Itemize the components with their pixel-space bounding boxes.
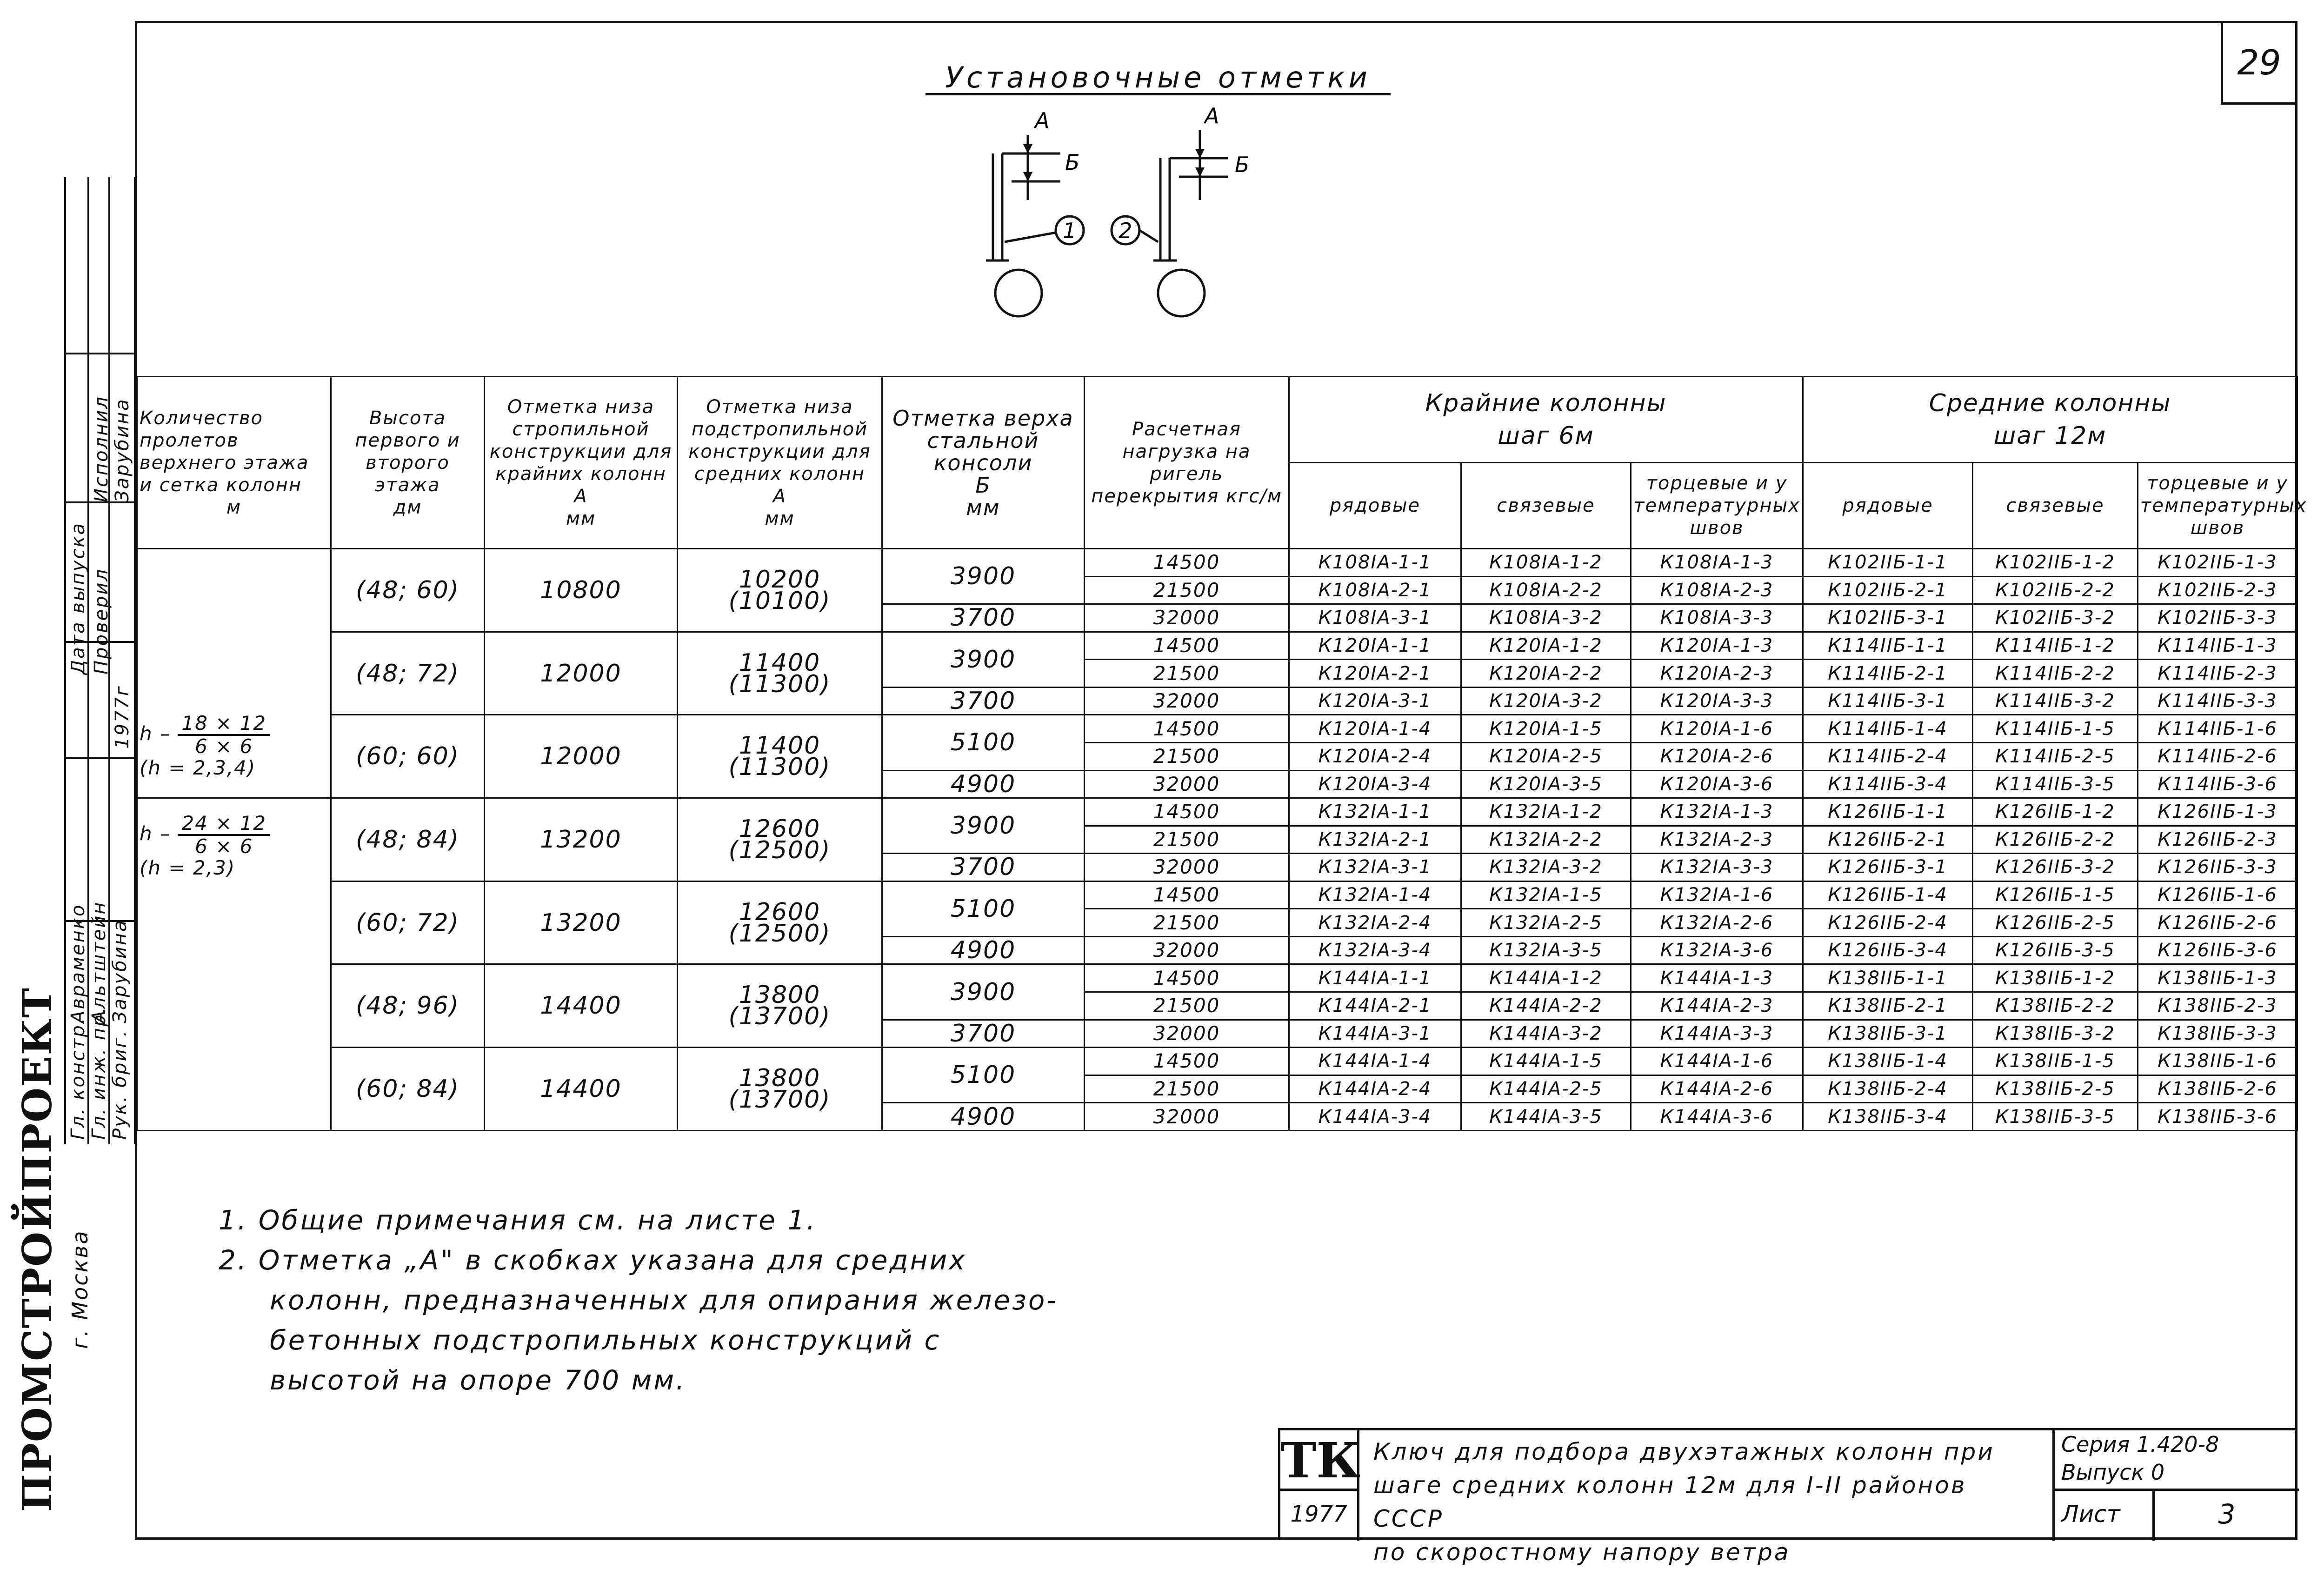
column-code: К120IА-1-6: [1631, 715, 1803, 743]
column-code: К102IIБ-2-2: [1973, 576, 2138, 604]
column-code: К102IIБ-3-2: [1973, 604, 2138, 632]
release-date-label: Дата выпуска: [67, 522, 89, 674]
column-code: К126IIБ-1-5: [1973, 881, 2138, 909]
edge-mark: 14400: [485, 964, 678, 1048]
header-height: Высота первого и второго этажа дм: [331, 377, 485, 549]
mid-mark: [678, 1048, 882, 1131]
issue-label: Выпуск 0: [2061, 1460, 2165, 1485]
mid-mark-value: 13800: [739, 1064, 821, 1093]
column-code: К126IIБ-2-1: [1803, 826, 1973, 854]
column-code: К120IА-3-3: [1631, 687, 1803, 715]
column-code: К138IIБ-2-4: [1803, 1075, 1973, 1103]
edge-mark: 12000: [485, 632, 678, 715]
floor-height: (60; 60): [331, 715, 485, 798]
mid-mark-value: 10200: [739, 565, 821, 594]
column-code: К126IIБ-2-2: [1973, 826, 2138, 854]
table-row: [137, 549, 2297, 577]
column-code: К132IА-2-3: [1631, 826, 1803, 854]
column-code: К120IА-3-6: [1631, 770, 1803, 798]
table-row: [137, 798, 2297, 826]
diagram-label-b: Б: [1065, 150, 1080, 175]
console-mark: 5100: [882, 1048, 1085, 1103]
desc-line: Ключ для подбора двухэтажных колонн при: [1373, 1438, 1995, 1465]
load-value: 21500: [1085, 742, 1289, 770]
column-code: К132IА-1-6: [1631, 881, 1803, 909]
column-code: К114IIБ-3-5: [1973, 770, 2138, 798]
edge-mark: 13200: [485, 881, 678, 964]
diagram-label-b-2: Б: [1235, 152, 1250, 177]
role-chief-engineer: Гл. инж. пр.: [88, 1006, 110, 1140]
mid-mark-value: 11400: [739, 732, 821, 760]
edge-mark: 10800: [485, 549, 678, 632]
column-code: К114IIБ-2-1: [1803, 660, 1973, 688]
column-code: К138IIБ-3-2: [1973, 1020, 2138, 1048]
header-spans: Количество пролетов верхнего этажа и сетка колонн м: [137, 377, 331, 549]
column-code: К138IIБ-3-6: [2138, 1103, 2297, 1131]
note-line: высотой на опоре 700 мм.: [270, 1364, 686, 1396]
column-code: К114IIБ-2-2: [1973, 660, 2138, 688]
column-code: К144IА-1-3: [1631, 964, 1803, 992]
column-code: К120IА-2-4: [1289, 742, 1461, 770]
column-code: К120IА-3-4: [1289, 770, 1461, 798]
mid-mark: [678, 549, 882, 632]
name-zarubina-2: Зарубина: [112, 398, 133, 502]
column-code: К108IА-1-1: [1289, 549, 1461, 577]
column-code: К138IIБ-1-2: [1973, 964, 2138, 992]
column-code: К138IIБ-1-1: [1803, 964, 1973, 992]
page-number: 29: [2221, 21, 2297, 105]
column-code: К132IА-1-3: [1631, 798, 1803, 826]
column-code: К114IIБ-2-4: [1803, 742, 1973, 770]
header-console: Отметка верха стальной консоли Б мм: [882, 377, 1085, 549]
column-code: К138IIБ-2-2: [1973, 992, 2138, 1020]
column-code: К114IIБ-1-6: [2138, 715, 2297, 743]
mid-mark-alt: (13700): [728, 1086, 831, 1114]
column-code: К144IА-2-4: [1289, 1075, 1461, 1103]
header-edge-tie: связевые: [1461, 463, 1631, 549]
column-selection-table: [136, 376, 2307, 1131]
role-team-lead: Рук. бриг.: [109, 1029, 131, 1140]
column-code: К114IIБ-2-6: [2138, 742, 2297, 770]
column-code: К138IIБ-2-1: [1803, 992, 1973, 1020]
column-code: К102IIБ-3-1: [1803, 604, 1973, 632]
organization-name: ПРОМСТРОЙПРОЕКТ: [14, 987, 61, 1512]
column-code: К126IIБ-1-2: [1973, 798, 2138, 826]
floor-height: (48; 60): [331, 549, 485, 632]
column-code: К132IА-2-6: [1631, 909, 1803, 937]
column-code: К120IА-2-2: [1461, 660, 1631, 688]
mid-mark: [678, 715, 882, 798]
floor-height: (48; 96): [331, 964, 485, 1048]
column-code: К120IА-2-3: [1631, 660, 1803, 688]
name-altshtein: Альтштейн: [88, 901, 110, 1023]
column-code: К138IIБ-1-4: [1803, 1048, 1973, 1075]
span-formula: [137, 549, 331, 798]
column-code: К120IА-2-6: [1631, 742, 1803, 770]
column-code: К144IА-3-5: [1461, 1103, 1631, 1131]
column-code: К126IIБ-3-4: [1803, 936, 1973, 964]
formula-prefix: h –: [140, 822, 171, 845]
column-code: К120IА-1-3: [1631, 632, 1803, 660]
floor-height: (48; 72): [331, 632, 485, 715]
diagram-mark-1: 1: [1063, 218, 1077, 243]
console-mark: 3900: [882, 798, 1085, 854]
column-code: К108IА-2-2: [1461, 576, 1631, 604]
column-code: К132IА-1-2: [1461, 798, 1631, 826]
column-code: К126IIБ-1-6: [2138, 881, 2297, 909]
column-code: К114IIБ-3-2: [1973, 687, 2138, 715]
sheet-description: [1373, 1435, 2034, 1569]
column-code: К132IА-1-4: [1289, 881, 1461, 909]
mid-mark: [678, 881, 882, 964]
column-code: К114IIБ-3-4: [1803, 770, 1973, 798]
header-mid-row: рядовые: [1803, 463, 1973, 549]
column-code: К144IА-2-1: [1289, 992, 1461, 1020]
console-mark: 5100: [882, 881, 1085, 936]
column-code: К138IIБ-1-6: [2138, 1048, 2297, 1075]
column-code: К126IIБ-3-5: [1973, 936, 2138, 964]
floor-height: (48; 84): [331, 798, 485, 881]
column-code: К132IА-3-4: [1289, 936, 1461, 964]
column-code: К120IА-1-5: [1461, 715, 1631, 743]
column-code: К132IА-3-6: [1631, 936, 1803, 964]
sheet-label: Лист: [2052, 1491, 2155, 1541]
table-row: [137, 632, 2297, 660]
column-code: К126IIБ-2-5: [1973, 909, 2138, 937]
console-mark: 4900: [882, 936, 1085, 964]
console-mark: 3900: [882, 549, 1085, 604]
general-notes: [219, 1200, 1058, 1400]
load-value: 14500: [1085, 549, 1289, 577]
column-code: К138IIБ-3-1: [1803, 1020, 1973, 1048]
header-edge-mark: Отметка низа стропильной конструкции для крайних колонн А мм: [485, 377, 678, 549]
formula-den: 6 × 6: [195, 835, 253, 858]
column-code: К120IА-2-1: [1289, 660, 1461, 688]
load-value: 32000: [1085, 770, 1289, 798]
column-code: К102IIБ-2-3: [2138, 576, 2297, 604]
load-value: 32000: [1085, 1103, 1289, 1131]
column-code: К144IА-3-2: [1461, 1020, 1631, 1048]
column-code: К126IIБ-1-1: [1803, 798, 1973, 826]
column-code: К126IIБ-3-2: [1973, 854, 2138, 881]
column-code: К126IIБ-1-3: [2138, 798, 2297, 826]
column-code: К144IА-2-6: [1631, 1075, 1803, 1103]
console-mark: 4900: [882, 1103, 1085, 1131]
column-code: К102IIБ-1-1: [1803, 549, 1973, 577]
column-code: К114IIБ-1-5: [1973, 715, 2138, 743]
formula-fraction: [178, 813, 270, 857]
column-code: К144IА-2-2: [1461, 992, 1631, 1020]
mid-mark-alt: (11300): [728, 670, 831, 698]
column-code: К108IА-3-1: [1289, 604, 1461, 632]
diagram-label-a: А: [1035, 108, 1050, 133]
column-code: К144IА-1-2: [1461, 964, 1631, 992]
column-code: К126IIБ-2-3: [2138, 826, 2297, 854]
column-code: К144IА-1-5: [1461, 1048, 1631, 1075]
mid-mark-value: 13800: [739, 981, 821, 1009]
note-line: 1. Общие примечания см. на листе 1.: [219, 1204, 817, 1236]
formula-prefix: h –: [140, 722, 171, 745]
desc-line: по скоростному напору ветра: [1373, 1539, 1791, 1566]
column-code: К144IА-3-1: [1289, 1020, 1461, 1048]
title-block: [1278, 1428, 2297, 1566]
column-code: К114IIБ-3-1: [1803, 687, 1973, 715]
column-code: К120IА-1-2: [1461, 632, 1631, 660]
role-chief-constructor: Гл. констр.: [67, 1016, 89, 1140]
load-value: 32000: [1085, 687, 1289, 715]
load-value: 14500: [1085, 798, 1289, 826]
column-code: К144IА-2-3: [1631, 992, 1803, 1020]
mid-mark-value: 12600: [739, 898, 821, 926]
load-value: 14500: [1085, 715, 1289, 743]
console-mark: 3700: [882, 687, 1085, 715]
column-code: К108IА-3-2: [1461, 604, 1631, 632]
note-line: бетонных подстропильных конструкций с: [270, 1324, 941, 1356]
column-code: К120IА-3-5: [1461, 770, 1631, 798]
mid-mark-value: 11400: [739, 648, 821, 677]
column-code: К102IIБ-1-2: [1973, 549, 2138, 577]
mid-mark-value: 12600: [739, 815, 821, 843]
load-value: 21500: [1085, 826, 1289, 854]
load-value: 32000: [1085, 604, 1289, 632]
role-executed: Исполнил: [91, 395, 112, 502]
column-code: К138IIБ-1-3: [2138, 964, 2297, 992]
mid-mark: [678, 798, 882, 881]
mid-mark: [678, 632, 882, 715]
diagram-mark-2: 2: [1119, 218, 1132, 243]
header-edge-end: торцевые и у температурных швов: [1631, 463, 1803, 549]
column-code: К120IА-3-1: [1289, 687, 1461, 715]
table-row: [137, 964, 2297, 992]
column-code: К144IА-1-1: [1289, 964, 1461, 992]
load-value: 32000: [1085, 936, 1289, 964]
note-line: 2. Отметка „А" в скобках указана для средних: [219, 1244, 967, 1276]
column-code: К144IА-3-3: [1631, 1020, 1803, 1048]
column-code: К144IА-3-6: [1631, 1103, 1803, 1131]
mid-mark: [678, 964, 882, 1048]
column-code: К132IА-2-4: [1289, 909, 1461, 937]
title-underline: [926, 93, 1391, 95]
series-box: [2052, 1430, 2299, 1491]
column-code: К114IIБ-2-3: [2138, 660, 2297, 688]
column-code: К108IА-1-3: [1631, 549, 1803, 577]
name-zarubina: Зарубина: [109, 919, 131, 1023]
column-code: К114IIБ-1-1: [1803, 632, 1973, 660]
mid-mark-alt: (12500): [728, 836, 831, 864]
column-code: К108IА-2-3: [1631, 576, 1803, 604]
release-date: 1977г: [112, 685, 133, 749]
load-value: 21500: [1085, 1075, 1289, 1103]
column-code: К138IIБ-2-5: [1973, 1075, 2138, 1103]
load-value: 14500: [1085, 1048, 1289, 1075]
column-code: К108IА-3-3: [1631, 604, 1803, 632]
floor-height: (60; 84): [331, 1048, 485, 1131]
column-code: К138IIБ-3-5: [1973, 1103, 2138, 1131]
column-code: К132IА-3-1: [1289, 854, 1461, 881]
floor-height: (60; 72): [331, 881, 485, 964]
column-code: К126IIБ-2-6: [2138, 909, 2297, 937]
load-value: 21500: [1085, 909, 1289, 937]
table-row: [137, 1048, 2297, 1075]
column-code: К108IА-1-2: [1461, 549, 1631, 577]
column-code: К132IА-1-5: [1461, 881, 1631, 909]
console-mark: 3700: [882, 854, 1085, 881]
header-mid-mark: Отметка низа подстропильной конструкции для средних колонн А мм: [678, 377, 882, 549]
load-value: 14500: [1085, 632, 1289, 660]
column-code: К132IА-3-3: [1631, 854, 1803, 881]
console-mark: 3700: [882, 1020, 1085, 1048]
column-code: К126IIБ-3-3: [2138, 854, 2297, 881]
column-code: К114IIБ-3-6: [2138, 770, 2297, 798]
column-code: К114IIБ-1-2: [1973, 632, 2138, 660]
console-mark: 3700: [882, 604, 1085, 632]
header-edge-row: рядовые: [1289, 463, 1461, 549]
column-code: К132IА-2-1: [1289, 826, 1461, 854]
mid-mark-alt: (10100): [728, 587, 831, 615]
table-row: [137, 715, 2297, 743]
console-mark: 5100: [882, 715, 1085, 770]
formula-den: 6 × 6: [195, 735, 253, 758]
setting-marks-diagram: [967, 107, 1265, 321]
column-code: К114IIБ-3-3: [2138, 687, 2297, 715]
column-code: К126IIБ-3-6: [2138, 936, 2297, 964]
edge-mark: 12000: [485, 715, 678, 798]
header-mid-tie: связевые: [1973, 463, 2138, 549]
tk-logo: ТК: [1280, 1430, 1359, 1491]
note-line: колонн, предназначенных для опирания железо-: [270, 1284, 1059, 1316]
column-code: К132IА-2-2: [1461, 826, 1631, 854]
column-code: К120IА-1-1: [1289, 632, 1461, 660]
column-code: К114IIБ-1-3: [2138, 632, 2297, 660]
column-code: К132IА-2-5: [1461, 909, 1631, 937]
column-code: К138IIБ-3-4: [1803, 1103, 1973, 1131]
formula-note: (h = 2,3,4): [140, 756, 256, 780]
diagram-title: Установочные отметки: [945, 60, 1371, 94]
edge-mark: 14400: [485, 1048, 678, 1131]
header-mid-end: торцевые и у температурных швов: [2138, 463, 2297, 549]
header-mid-group: Средние колонны шаг 12м: [1803, 377, 2297, 463]
column-code: К132IА-3-2: [1461, 854, 1631, 881]
column-code: К144IА-3-4: [1289, 1103, 1461, 1131]
column-code: К114IIБ-1-4: [1803, 715, 1973, 743]
column-code: К126IIБ-3-1: [1803, 854, 1973, 881]
console-mark: 4900: [882, 770, 1085, 798]
console-mark: 3900: [882, 632, 1085, 687]
name-avramenko: Авраменко: [67, 903, 89, 1023]
formula-num: 18 × 12: [178, 713, 270, 736]
sheet-number: 3: [2218, 1498, 2236, 1530]
load-value: 21500: [1085, 576, 1289, 604]
diagram-label-a-2: А: [1205, 107, 1219, 128]
column-code: К120IА-3-2: [1461, 687, 1631, 715]
load-value: 14500: [1085, 964, 1289, 992]
stamp-year: 1977: [1280, 1491, 1359, 1541]
column-code: К120IА-2-5: [1461, 742, 1631, 770]
load-value: 32000: [1085, 854, 1289, 881]
column-code: К144IА-2-5: [1461, 1075, 1631, 1103]
column-code: К102IIБ-3-3: [2138, 604, 2297, 632]
column-code: К102IIБ-2-1: [1803, 576, 1973, 604]
column-code: К120IА-1-4: [1289, 715, 1461, 743]
role-checked: Проверил: [91, 568, 112, 674]
column-code: К126IIБ-2-4: [1803, 909, 1973, 937]
column-code: К138IIБ-3-3: [2138, 1020, 2297, 1048]
column-code: К144IА-1-4: [1289, 1048, 1461, 1075]
series-label: Серия 1.420-8: [2061, 1432, 2219, 1457]
column-code: К114IIБ-2-5: [1973, 742, 2138, 770]
column-code: К144IА-1-6: [1631, 1048, 1803, 1075]
edge-mark: 13200: [485, 798, 678, 881]
city-name: г. Москва: [67, 1229, 93, 1349]
column-code: К138IIБ-2-6: [2138, 1075, 2297, 1103]
column-code: К138IIБ-1-5: [1973, 1048, 2138, 1075]
table-row: [137, 881, 2297, 909]
column-code: К132IА-1-1: [1289, 798, 1461, 826]
formula-num: 24 × 12: [178, 813, 270, 836]
column-code: К102IIБ-1-3: [2138, 549, 2297, 577]
formula-fraction: [178, 713, 270, 757]
load-value: 21500: [1085, 992, 1289, 1020]
load-value: 21500: [1085, 660, 1289, 688]
desc-line: шаге средних колонн 12м для I-II районов СССР: [1373, 1472, 1967, 1532]
column-code: К132IА-3-5: [1461, 936, 1631, 964]
load-value: 32000: [1085, 1020, 1289, 1048]
mid-mark-alt: (12500): [728, 919, 831, 948]
load-value: 14500: [1085, 881, 1289, 909]
span-formula: [137, 798, 331, 1131]
header-edge-group: Крайние колонны шаг 6м: [1289, 377, 1803, 463]
column-code: К138IIБ-2-3: [2138, 992, 2297, 1020]
formula-note: (h = 2,3): [140, 856, 236, 880]
mid-mark-alt: (13700): [728, 1002, 831, 1031]
mid-mark-alt: (11300): [728, 753, 831, 781]
column-code: К108IА-2-1: [1289, 576, 1461, 604]
column-code: К126IIБ-1-4: [1803, 881, 1973, 909]
header-load: Расчетная нагрузка на ригель перекрытия кгс/м: [1085, 377, 1289, 549]
console-mark: 3900: [882, 964, 1085, 1020]
